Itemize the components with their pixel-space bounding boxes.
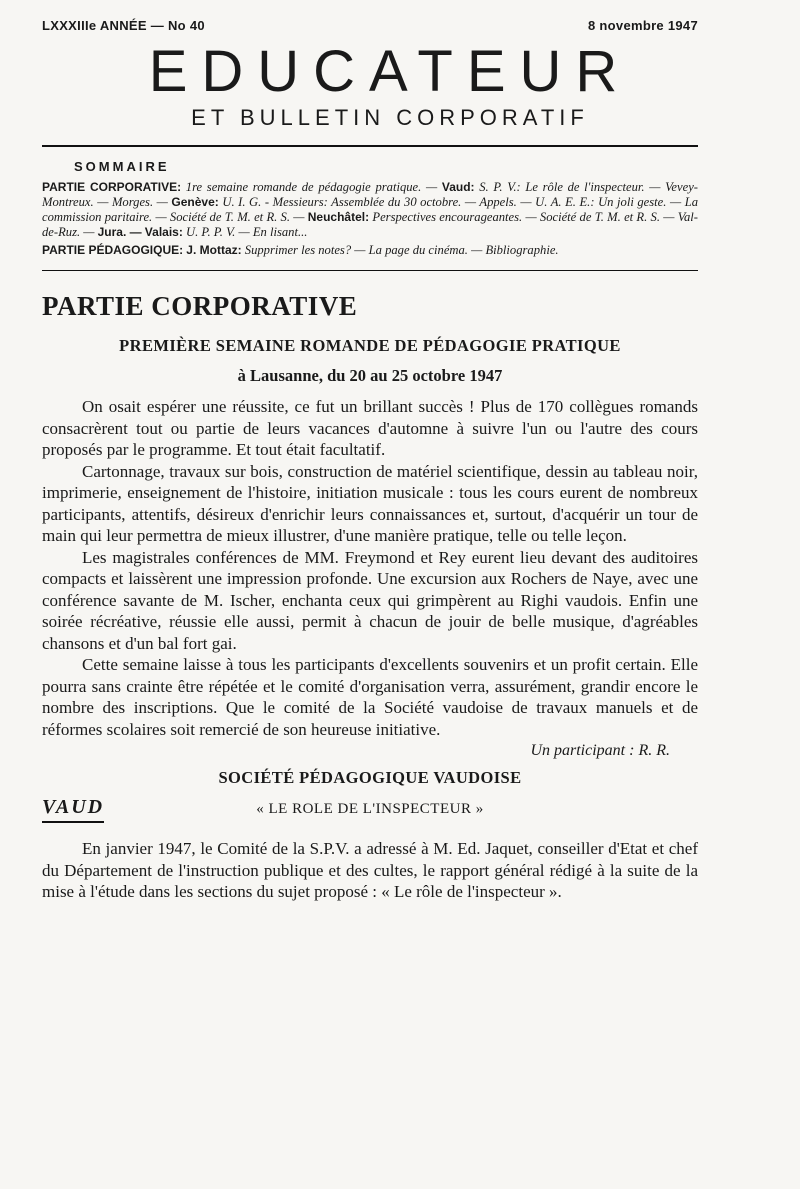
masthead	[42, 41, 698, 131]
section2-body	[42, 838, 698, 903]
article-paragraph: Les magistrales conférences de MM. Freymond et Rey eurent lieu devant des auditoires compacts et laissèrent une impression profonde. Une excursion aux Rochers de Naye, avec une conférence savante de M. Ischer, enchanta ceux qui grimpèrent au Righi vaudois. Enfin une soirée récréative, réussie elle aussi, permit à chacun de jouir de belle musique, d'agréables chansons et d'un bal fort gai.	[42, 547, 698, 653]
section-heading: PARTIE CORPORATIVE	[42, 291, 358, 321]
masthead-rule	[42, 145, 698, 147]
issue-number: LXXXIIIe ANNÉE — No 40	[42, 18, 205, 33]
article-paragraph: On osait espérer une réussite, ce fut un brillant succès ! Plus de 170 collègues romands consacrèrent tout ou partie de leurs vacances d'automne à suivre l'un ou l'autre des cours proposés par le programme. Et tout était facultatif.	[42, 397, 698, 459]
article-paragraph: Cartonnage, travaux sur bois, construction de matériel scientifique, dessin au tableau noir, imprimerie, enseignement de l'histoire, initiation musicale : tous les cours eurent de nombreux participants, attentifs, désireux d'enrichir leurs connaissances et, surtout, d'acquérir un tour de main qui leur permettra de mieux illustrer, d'une manière pratique, telle ou telle leçon.	[42, 461, 698, 545]
article-paragraph: Cette semaine laisse à tous les participants d'excellents souvenirs et un profit certain. Elle pourra sans crainte être répétée et le comité d'organisation verra, assurément, grandir encore le nombre des inscriptions. Que le comité de la Société vaudoise de travaux manuels et de réformes scolaires soit remercié de son heureuse initiative.	[42, 655, 698, 739]
article-subtitle: à Lausanne, du 20 au 25 octobre 1947	[237, 366, 503, 385]
toc-text: Perspectives encourageantes. — Société de T. M. et R. S. — Val-de-Ruz. —	[42, 210, 699, 239]
section2-title: SOCIÉTÉ PÉDAGOGIQUE VAUDOISE	[218, 768, 522, 787]
issue-header	[42, 18, 698, 33]
toc-text: Supprimer les notes? — La page du cinéma. — Bibliographie.	[244, 243, 559, 257]
toc-title: SOMMAIRE	[74, 159, 170, 174]
toc-region-geneve: Genève:	[171, 195, 219, 209]
toc-region-jura: Jura. —	[97, 225, 142, 239]
issue-date: 8 novembre 1947	[587, 18, 698, 33]
newspaper-page	[42, 18, 698, 903]
section2-paragraph: En janvier 1947, le Comité de la S.P.V. a adressé à M. Ed. Jaquet, conseiller d'Etat et chef du Département de l'instruction publique et des cultes, le rapport général rédigé à la suite de la mise à l'étude dans les sections du sujet proposé : « Le rôle de l'inspecteur ».	[42, 839, 698, 901]
toc-text: S. P. V.: Le rôle de l'inspecteur. — Vevey-Montreux. — Morges. —	[42, 180, 698, 209]
article-signature: Un participant : R. R.	[530, 742, 670, 759]
article-title: PREMIÈRE SEMAINE ROMANDE DE PÉDAGOGIE PRATIQUE	[119, 336, 621, 355]
toc-region-neuchatel: Neuchâtel:	[307, 210, 370, 224]
toc-corporative-label: PARTIE CORPORATIVE:	[42, 180, 182, 194]
toc-rule	[42, 270, 698, 271]
toc-pedagogique-label: PARTIE PÉDAGOGIQUE:	[42, 243, 184, 257]
region-label: VAUD	[42, 796, 104, 823]
toc-pedagogique	[42, 243, 698, 258]
toc-author: J. Mottaz:	[186, 243, 242, 257]
section2-subtitle: « LE ROLE DE L'INSPECTEUR »	[256, 801, 484, 817]
article-body	[42, 396, 698, 740]
toc-region-valais: Valais:	[144, 225, 183, 239]
masthead-subtitle: ET BULLETIN CORPORATIF	[191, 105, 589, 130]
table-of-contents	[42, 159, 698, 258]
masthead-title: EDUCATEUR	[148, 39, 632, 104]
toc-text: U. I. G. - Messieurs: Assemblée du 30 octobre. — Appels. — U. A. E. E.: Un joli geste. — La commission paritaire. — Société de T. M. et R. S. —	[42, 195, 698, 224]
toc-region-vaud: Vaud:	[441, 180, 475, 194]
toc-text: U. P. P. V. — En lisant...	[185, 225, 308, 239]
section2-header	[42, 794, 698, 828]
toc-corporative	[42, 180, 698, 240]
toc-text: 1re semaine romande de pédagogie pratique. —	[185, 180, 438, 194]
